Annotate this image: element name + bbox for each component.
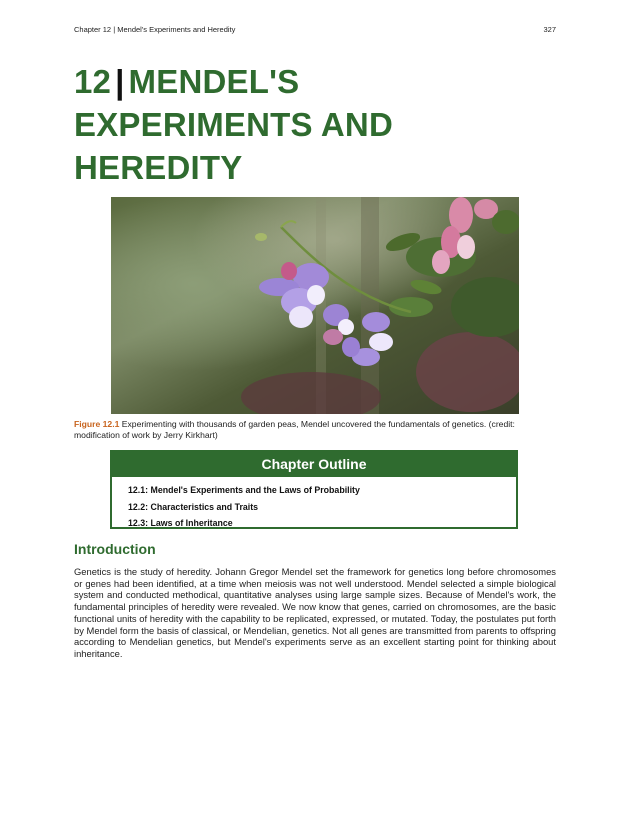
- chapter-title-separator: |: [115, 63, 125, 100]
- figure-caption: [74, 419, 558, 441]
- figure-photo: [111, 197, 519, 414]
- pea-flowers-photo: [111, 197, 519, 414]
- chapter-outline-heading: Chapter Outline: [112, 452, 516, 477]
- chapter-title: [74, 60, 534, 189]
- outline-item-12-3[interactable]: 12.3: Laws of Inheritance: [128, 518, 233, 528]
- introduction-heading: Introduction: [74, 541, 156, 557]
- chapter-outline-list: [112, 477, 516, 532]
- chapter-number: 12: [74, 63, 112, 100]
- figure-label: Figure 12.1: [74, 419, 120, 429]
- chapter-outline-box: [110, 450, 518, 529]
- chapter-title-text: MENDEL'S EXPERIMENTS AND HEREDITY: [74, 63, 393, 186]
- introduction-paragraph: Genetics is the study of heredity. Johann Gregor Mendel set the framework for genetics long before chromosomes or genes had been identified, at a time when meiosis was not well understood. Mendel selected a simple biological system and conducted methodical, quantitative analyses using large sample sizes. Because of Mendel's work, the fundamental principles of heredity were revealed. We now know that genes, carried on chromosomes, are the basic functional units of heredity with the capability to be replicated, expressed, or mutated. Today, the postulates put forth by Mendel form the basis of classical, or Mendelian, genetics. Not all genes are transmitted from parents to offspring according to Mendelian genetics, but Mendel's experiments serve as an excellent starting point for thinking about inheritance.: [74, 566, 556, 659]
- running-head: [74, 25, 556, 34]
- outline-item-12-2[interactable]: 12.2: Characteristics and Traits: [128, 501, 259, 512]
- page-number: 327: [543, 25, 556, 34]
- running-head-chapter: Chapter 12 | Mendel's Experiments and Heredity: [74, 25, 236, 34]
- figure-caption-text: Experimenting with thousands of garden peas, Mendel uncovered the fundamentals of genetics. (credit: modification of work by Jerry Kirkhart): [74, 419, 515, 440]
- outline-item-12-1[interactable]: 12.1: Mendel's Experiments and the Laws of Probability: [128, 485, 360, 495]
